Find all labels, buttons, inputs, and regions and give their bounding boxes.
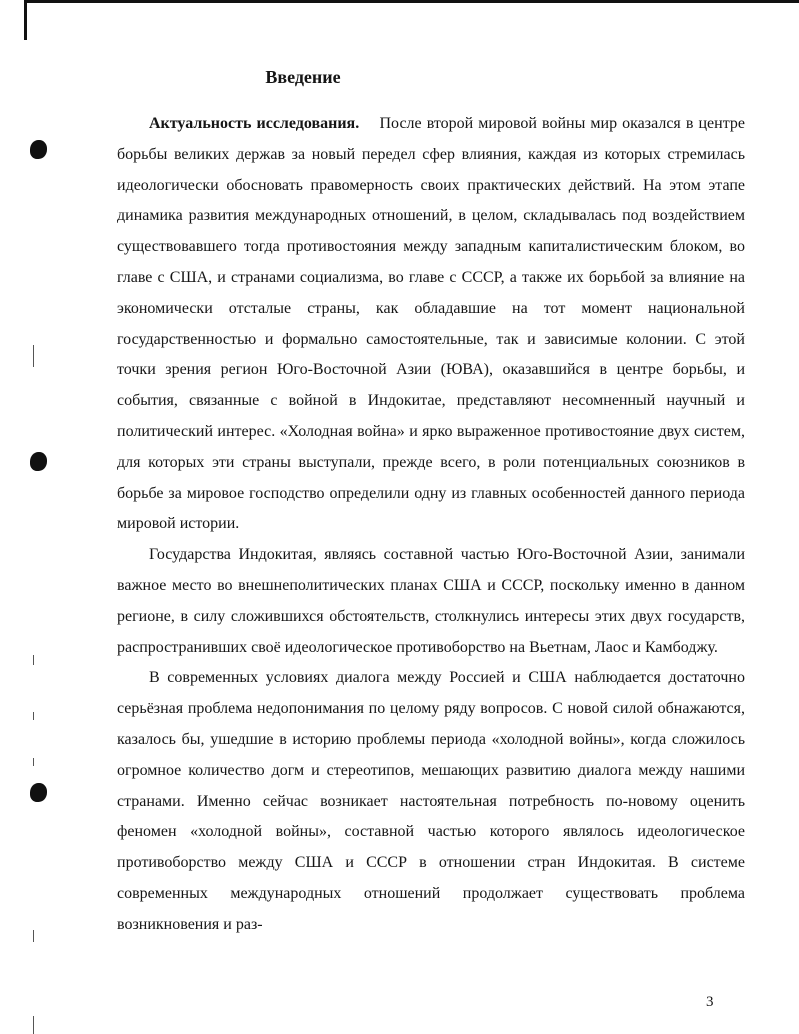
paragraph [117,109,745,540]
scan-left-border [24,0,27,40]
binder-hole-mark [30,783,47,802]
paragraph: В современных условиях диалога между Россией и США наблюдается достаточно серьёзная проблема недопонимания по целому ряду вопросов. С новой силой обнажаются, казалось бы, ушедшие в историю проблемы периода «холодной войны», когда сложилось огромное количество догм и стереотипов, мешающих развитию диалога между нашими странами. Именно сейчас возникает настоятельная потребность по-новому оценить феномен «холодной войны», составной частью которого являлось идеологическое противоборство между США и СССР в отношении стран Индокитая. В системе современных международных отношений продолжает существовать проблема возникновения и раз- [117,669,745,933]
page-title: Введение [265,67,341,87]
margin-mark [33,1016,34,1034]
margin-mark [33,345,34,367]
binder-hole-mark [30,140,47,159]
margin-mark [33,712,34,720]
margin-mark [33,930,34,942]
scan-top-border [24,0,799,3]
binder-hole-mark [30,452,47,471]
paragraph: Государства Индокитая, являясь составной частью Юго-Восточной Азии, занимали важное место во внешнеполитических планах США и СССР, поскольку именно в данном регионе, в силу сложившихся обстоятельств, столкнулись интересы этих двух государств, распространивших своё идеологическое противоборство на Вьетнам, Лаос и Камбоджу. [117,546,745,656]
margin-mark [33,655,34,665]
margin-mark [33,758,34,766]
paragraph-text: После второй мировой войны мир оказался в центре борьбы великих держав за новый передел сфер влияния, каждая из которых стремилась идеологически обосновать правомерность своих практических действий. На этом этапе динамика развития международных отношений, в целом, складывалась под воздействием существовавшего тогда противостояния между западным капиталистическим блоком, во главе с США, и странами социализма, во главе с СССР, а также их борьбой за влияние на экономически отсталые страны, как обладавшие на тот момент национальной государственностью и формально самостоятельные, так и зависимые колонии. С этой точки зрения регион Юго-Восточной Азии (ЮВА), оказавшийся в центре борьбы, и события, связанные с войной в Индокитае, представляют несомненный научный и политический интерес. «Холодная война» и ярко выраженное противостояние двух систем, для которых эти страны выступали, прежде всего, в роли потенциальных союзников в борьбе за мировое господство определили одну из главных особенностей данного периода мировой истории. [117,115,745,533]
paragraph-lead: Актуальность исследования. [149,115,360,132]
document-body [117,109,745,941]
page-number: 3 [706,994,714,1010]
